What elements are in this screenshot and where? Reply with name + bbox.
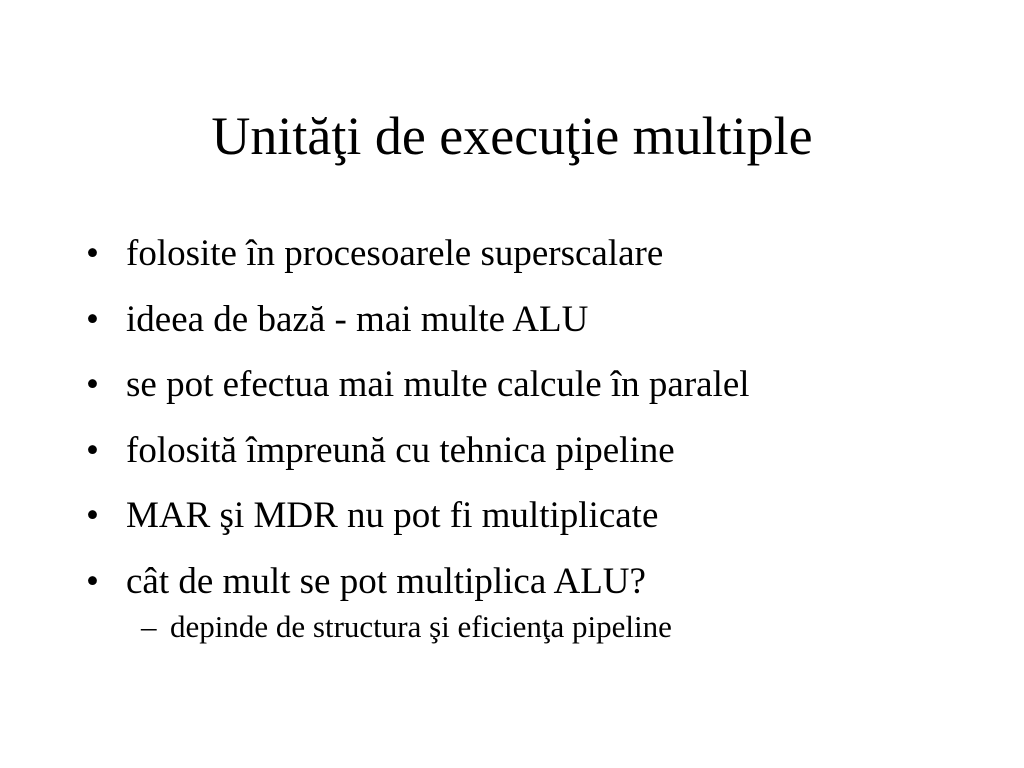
bullet-item — [86, 561, 986, 603]
dash-icon: – — [141, 609, 157, 644]
bullet-dot-icon: • — [86, 233, 99, 274]
bullet-text: MAR şi MDR nu pot fi multiplicate — [126, 495, 659, 536]
bullet-dot-icon: • — [86, 560, 99, 602]
bullet-item — [86, 430, 986, 472]
bullet-text: folosite în procesoarele superscalare — [126, 233, 664, 274]
bullet-text: ideea de bază - mai multe ALU — [126, 298, 589, 340]
bullet-text: folosită împreună cu tehnica pipeline — [126, 429, 675, 471]
slide-title: Unităţi de execuţie multiple — [211, 106, 813, 166]
bullet-dot-icon: • — [86, 429, 99, 471]
sub-bullet-text: depinde de structura şi eficienţa pipeline — [170, 609, 672, 644]
bullet-dot-icon: • — [86, 495, 99, 536]
bullet-text: cât de mult se pot multiplica ALU? — [126, 560, 646, 602]
bullet-item — [86, 233, 986, 275]
bullet-dot-icon: • — [86, 364, 99, 405]
bullet-text: se pot efectua mai multe calcule în paralel — [126, 364, 750, 405]
bullet-item — [86, 299, 986, 341]
bullet-dot-icon: • — [86, 298, 99, 340]
bullet-item — [86, 364, 986, 406]
bullet-list — [86, 233, 986, 644]
sub-bullet-item — [86, 610, 986, 644]
bullet-item — [86, 495, 986, 537]
